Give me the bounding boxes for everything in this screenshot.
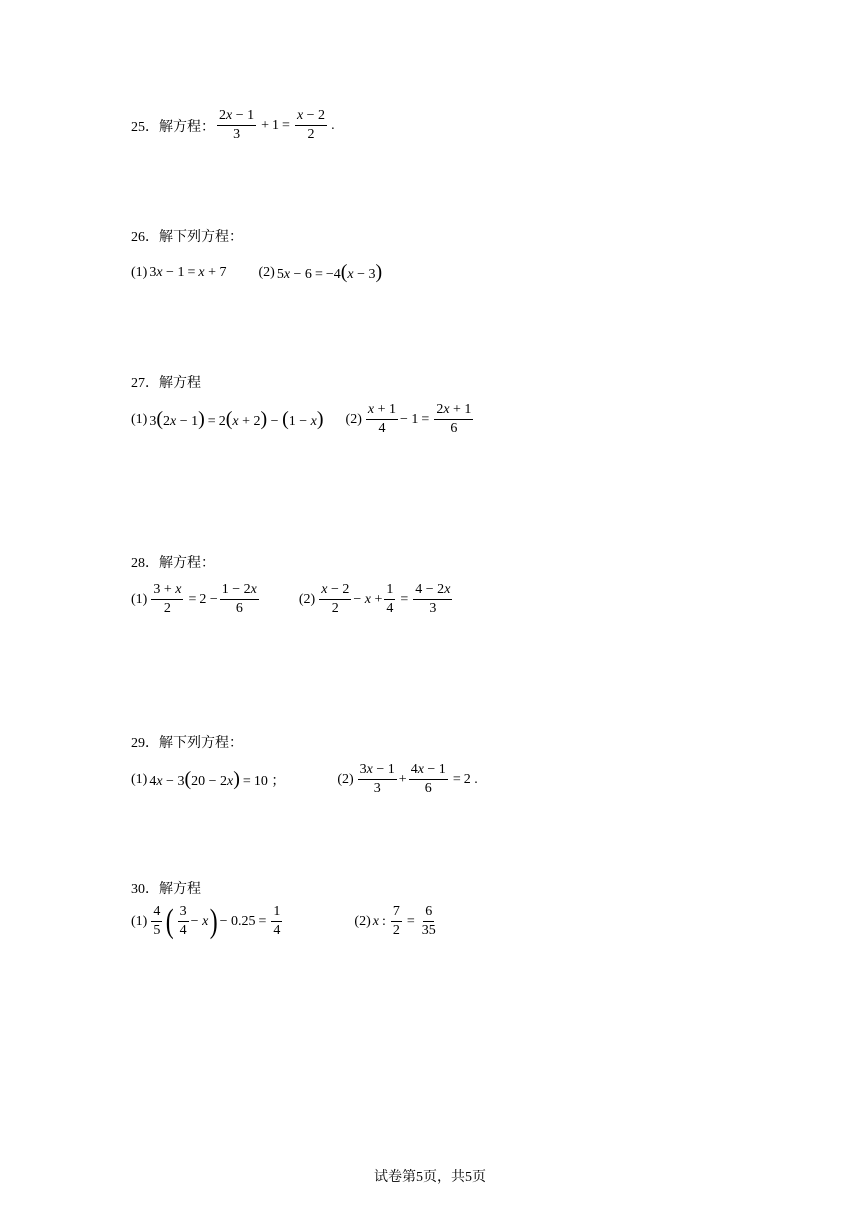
question-title: 解下列方程： (159, 230, 243, 245)
question-28-equations (131, 582, 454, 617)
part-1: (1) $\frac{4}{5}$ ( $\frac{3}{4}$ − x ) − 0.25 = $\frac{1}{4}$ (131, 902, 281, 940)
question-title: 解方程： (159, 556, 215, 571)
part-2: (2) $\frac{x - 2}{2}$ − x + $\frac{1}{4}$ = $\frac{4 - 2x}{3}$ (298, 582, 451, 616)
part-2: (2) 5x − 6 = −4(x − 3) (258, 261, 383, 283)
question-30-equations (131, 904, 440, 939)
part-1: (1) 4x − 3(20 − 2x) = 10 ； (131, 768, 286, 790)
page-footer: 试卷第5页，共5页 (374, 1170, 486, 1185)
question-title: 解方程 (159, 882, 201, 897)
question-26-equations (131, 262, 382, 283)
question-title: 解下列方程： (159, 736, 243, 751)
question-title: 解方程 (159, 376, 201, 391)
question-29-title (131, 732, 243, 752)
part-1: (1) 3x − 1 = x + 7 (131, 264, 227, 280)
part-1: (1) $\frac{3 + x}{2}$ = 2 − $\frac{1 - 2x}{6}$ (131, 582, 257, 616)
part-2: (2) $\frac{x + 1}{4}$ − 1 = $\frac{2x + 1}{6}$ (345, 402, 472, 436)
question-number: 27． (131, 376, 159, 391)
question-number: 26． (131, 230, 159, 245)
question-title: 解方程： (159, 119, 215, 135)
question-number: 25． (131, 119, 159, 135)
question-27-equations (131, 402, 475, 437)
question-30-title (131, 878, 201, 898)
question-number: 29． (131, 736, 159, 751)
question-number: 30． (131, 882, 159, 897)
question-28-title (131, 552, 215, 572)
part-1: (1) 3(2x − 1) = 2(x + 2) − (1 − x) (131, 408, 324, 430)
question-29-equations (131, 762, 478, 797)
part-2: (2) $\frac{3x - 1}{3}$ + $\frac{4x - 1}{6}$ = 2 . (337, 762, 478, 796)
part-2: (2) x : $\frac{7}{2}$ = $\frac{6}{35}$ (354, 904, 436, 938)
question-25-line (131, 108, 335, 143)
question-number: 28． (131, 556, 159, 571)
equation: $\frac{2x - 1}{3}$ + 1 = $\frac{x - 2}{2}$ . (219, 108, 335, 142)
question-26-title (131, 226, 243, 246)
question-27-title (131, 372, 201, 392)
